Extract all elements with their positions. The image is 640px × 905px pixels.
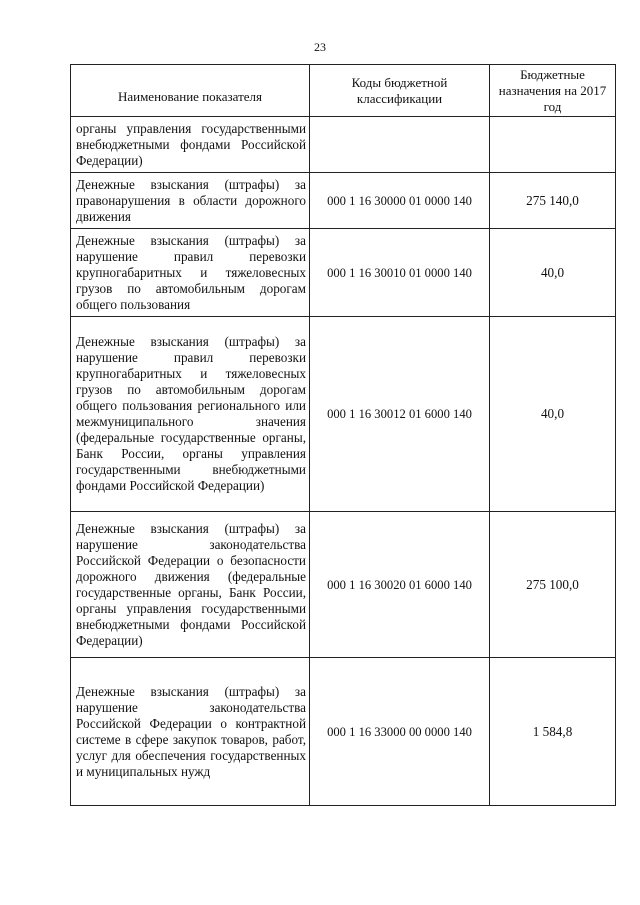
indicator-name-cell: Денежные взыскания (штрафы) за нарушение правил перевозки крупногабаритных и тяжеловесных грузов по автомобильным дорогам общего пользования регионального или межмуниципального значения (федеральные государственные органы, Банк России, органы управления государственными внебюджетными фондами Российской Федерации) (71, 317, 310, 512)
budget-table (70, 64, 616, 806)
budget-amount-cell: 275 140,0 (490, 173, 616, 229)
indicator-name-cell: Денежные взыскания (штрафы) за правонарушения в области дорожного движения (71, 173, 310, 229)
table-row (71, 658, 616, 806)
table-row (71, 512, 616, 658)
header-budget-amount: Бюджетные назначения на 2017 год (490, 65, 616, 117)
indicator-name-cell: Денежные взыскания (штрафы) за нарушение правил перевозки крупногабаритных и тяжеловесных грузов по автомобильным дорогам общего пользования (71, 229, 310, 317)
budget-code-cell: 000 1 16 33000 00 0000 140 (310, 658, 490, 806)
table-row (71, 317, 616, 512)
page-number: 23 (314, 40, 326, 54)
budget-code-cell (310, 117, 490, 173)
header-budget-codes: Коды бюджетной классификации (310, 65, 490, 117)
table-row (71, 229, 616, 317)
table-row (71, 173, 616, 229)
budget-amount-cell: 40,0 (490, 317, 616, 512)
table-header-row (71, 65, 616, 117)
indicator-name-cell: Денежные взыскания (штрафы) за нарушение законодательства Российской Федерации о контрактной системе в сфере закупок товаров, работ, услуг для обеспечения государственных и муниципальных нужд (71, 658, 310, 806)
budget-code-cell: 000 1 16 30010 01 0000 140 (310, 229, 490, 317)
indicator-name-cell: Денежные взыскания (штрафы) за нарушение законодательства Российской Федерации о безопасности дорожного движения (федеральные государственные органы, Банк России, органы управления государственными внебюджетными фондами Российской Федерации) (71, 512, 310, 658)
budget-amount-cell: 40,0 (490, 229, 616, 317)
budget-amount-cell (490, 117, 616, 173)
indicator-name-cell: органы управления государственными внебюджетными фондами Российской Федерации) (71, 117, 310, 173)
budget-code-cell: 000 1 16 30000 01 0000 140 (310, 173, 490, 229)
budget-code-cell: 000 1 16 30020 01 6000 140 (310, 512, 490, 658)
budget-amount-cell: 1 584,8 (490, 658, 616, 806)
header-indicator-name: Наименование показателя (71, 65, 310, 117)
budget-code-cell: 000 1 16 30012 01 6000 140 (310, 317, 490, 512)
table-row (71, 117, 616, 173)
budget-amount-cell: 275 100,0 (490, 512, 616, 658)
